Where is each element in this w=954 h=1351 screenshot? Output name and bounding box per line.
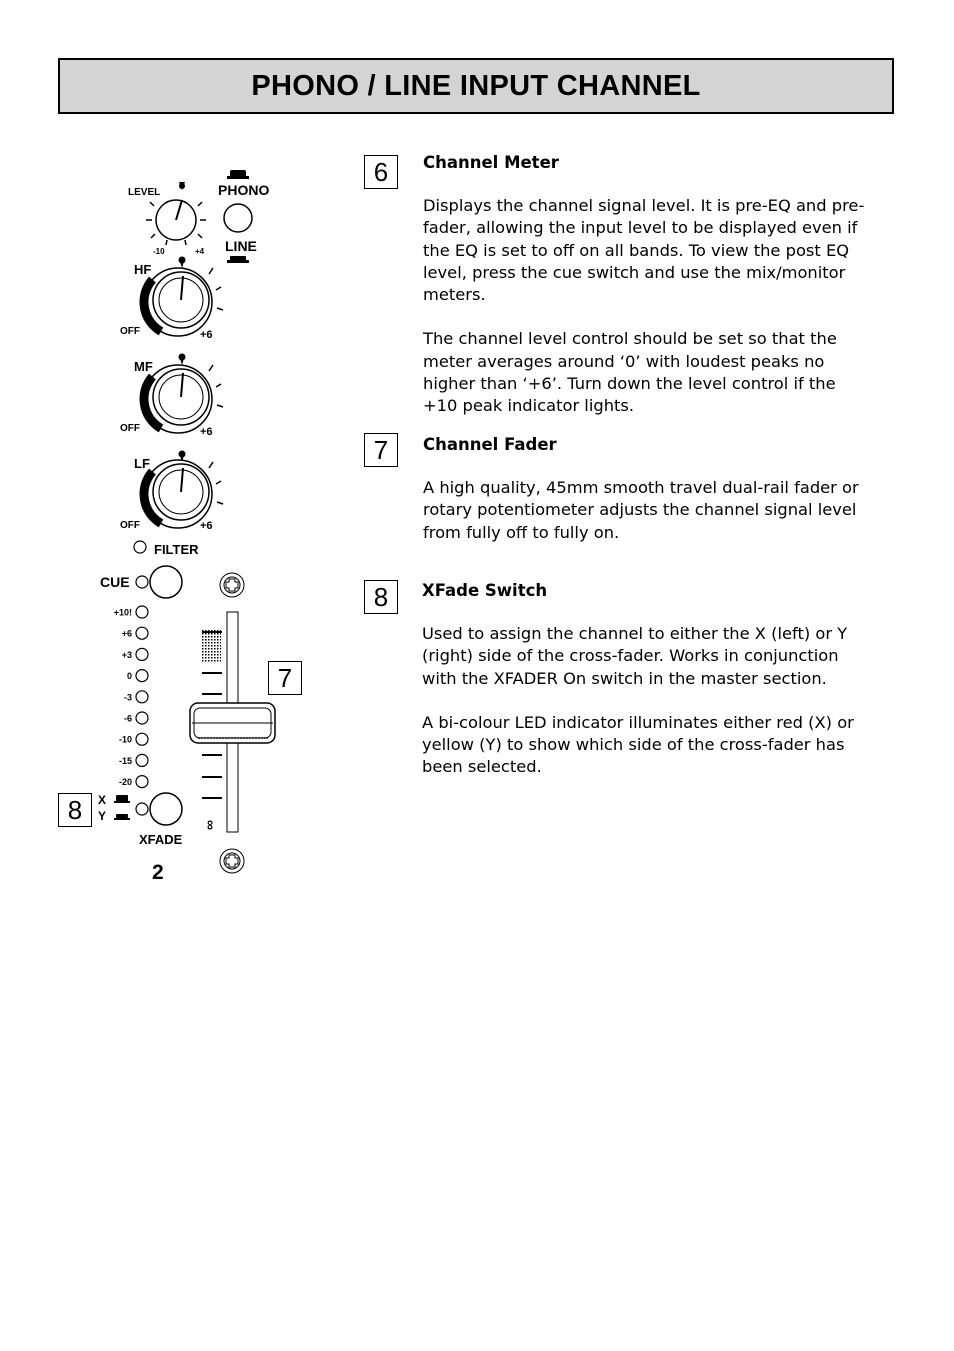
- meter-led: [136, 627, 148, 639]
- lf-max-label: +6: [200, 520, 213, 532]
- fader-knob[interactable]: [190, 703, 275, 743]
- section-heading: XFade Switch: [422, 581, 548, 600]
- channel-meter: [114, 606, 148, 788]
- lf-min-label: OFF: [120, 520, 140, 531]
- callout-xfade: 8: [58, 793, 92, 827]
- section-heading: Channel Fader: [423, 435, 557, 454]
- meter-led: [136, 670, 148, 682]
- channel-number: 2: [152, 861, 164, 884]
- level-label: LEVEL: [128, 187, 161, 198]
- cue-label: CUE: [100, 574, 130, 590]
- xfade-switch[interactable]: [98, 793, 183, 847]
- section-paragraph: A high quality, 45mm smooth travel dual-rail fader or rotary potentiometer adjusts the channel signal level from fully off to fully on.: [423, 478, 859, 542]
- hf-min-label: OFF: [120, 326, 140, 337]
- section-paragraph: Displays the channel signal level. It is pre-EQ and pre-fader, allowing the input level to be displayed even if the EQ is set to off on all bands. To view the post EQ level, press the cue switch and use the mix/monitor meters.: [423, 196, 865, 305]
- meter-label: +10!: [113, 607, 132, 618]
- meter-label: +3: [121, 649, 132, 660]
- section-xfade-switch: [422, 581, 872, 801]
- hf-max-label: +6: [200, 329, 213, 341]
- meter-label: +6: [121, 628, 132, 639]
- section-paragraph: A bi-colour LED indicator illuminates either red (X) or yellow (Y) to show which side of the cross-fader has been selected.: [422, 712, 854, 777]
- meter-led: [136, 733, 148, 745]
- meter-led: [136, 691, 148, 703]
- page-title-bar: [58, 58, 894, 114]
- level-min-label: -10: [153, 247, 165, 256]
- channel-fader[interactable]: [190, 573, 275, 873]
- meter-led: [136, 712, 148, 724]
- mf-label: MF: [134, 359, 153, 374]
- fader-top-screw-icon: [220, 573, 244, 597]
- phono-label: PHONO: [218, 182, 270, 198]
- callout-fader: 7: [268, 661, 302, 695]
- y-label: Y: [98, 809, 107, 823]
- meter-label: -3: [123, 692, 132, 703]
- line-label: LINE: [225, 238, 257, 254]
- meter-label: -6: [123, 713, 132, 724]
- level-knob[interactable]: [128, 182, 206, 256]
- section-channel-fader: [423, 435, 873, 566]
- meter-led: [136, 776, 148, 788]
- fader-infinity-label: ∞: [203, 820, 219, 830]
- section-heading: Channel Meter: [423, 153, 559, 172]
- meter-led: [136, 648, 148, 660]
- mf-max-label: +6: [200, 426, 213, 438]
- page-title: PHONO / LINE INPUT CHANNEL: [251, 69, 701, 102]
- filter-indicator: [134, 541, 199, 557]
- mf-knob[interactable]: [120, 353, 224, 446]
- section-channel-meter: [423, 153, 873, 440]
- hf-label: HF: [134, 262, 152, 277]
- cue-button[interactable]: [100, 566, 182, 598]
- meter-label: -15: [118, 755, 132, 766]
- xfade-label: XFADE: [139, 832, 183, 847]
- lf-knob[interactable]: [120, 448, 224, 541]
- mf-min-label: OFF: [120, 423, 140, 434]
- section-number-meter: 6: [364, 155, 398, 189]
- x-label: X: [98, 793, 107, 807]
- fader-bottom-screw-icon: [220, 849, 244, 873]
- meter-led: [136, 754, 148, 766]
- meter-label: 0: [126, 671, 132, 682]
- phono-line-switch[interactable]: [218, 170, 269, 263]
- channel-strip-diagram: [58, 150, 318, 890]
- meter-label: -20: [118, 777, 132, 788]
- hf-knob[interactable]: [120, 256, 224, 349]
- filter-label: FILTER: [154, 542, 199, 557]
- section-number-fader: 7: [364, 433, 398, 467]
- lf-label: LF: [134, 456, 150, 471]
- section-paragraph: The channel level control should be set so that the meter averages around ‘0’ with loudest peaks no higher than ‘+6’. Turn down the level control if the +10 peak indicator lights.: [423, 329, 837, 416]
- meter-label: -10: [118, 734, 132, 745]
- section-paragraph: Used to assign the channel to either the X (left) or Y (right) side of the cross-fader. Works in conjunction with the XFADER On switch in the master section.: [422, 624, 848, 688]
- section-number-xfade: 8: [364, 580, 398, 614]
- meter-led: [136, 606, 148, 618]
- level-max-label: +4: [195, 247, 205, 256]
